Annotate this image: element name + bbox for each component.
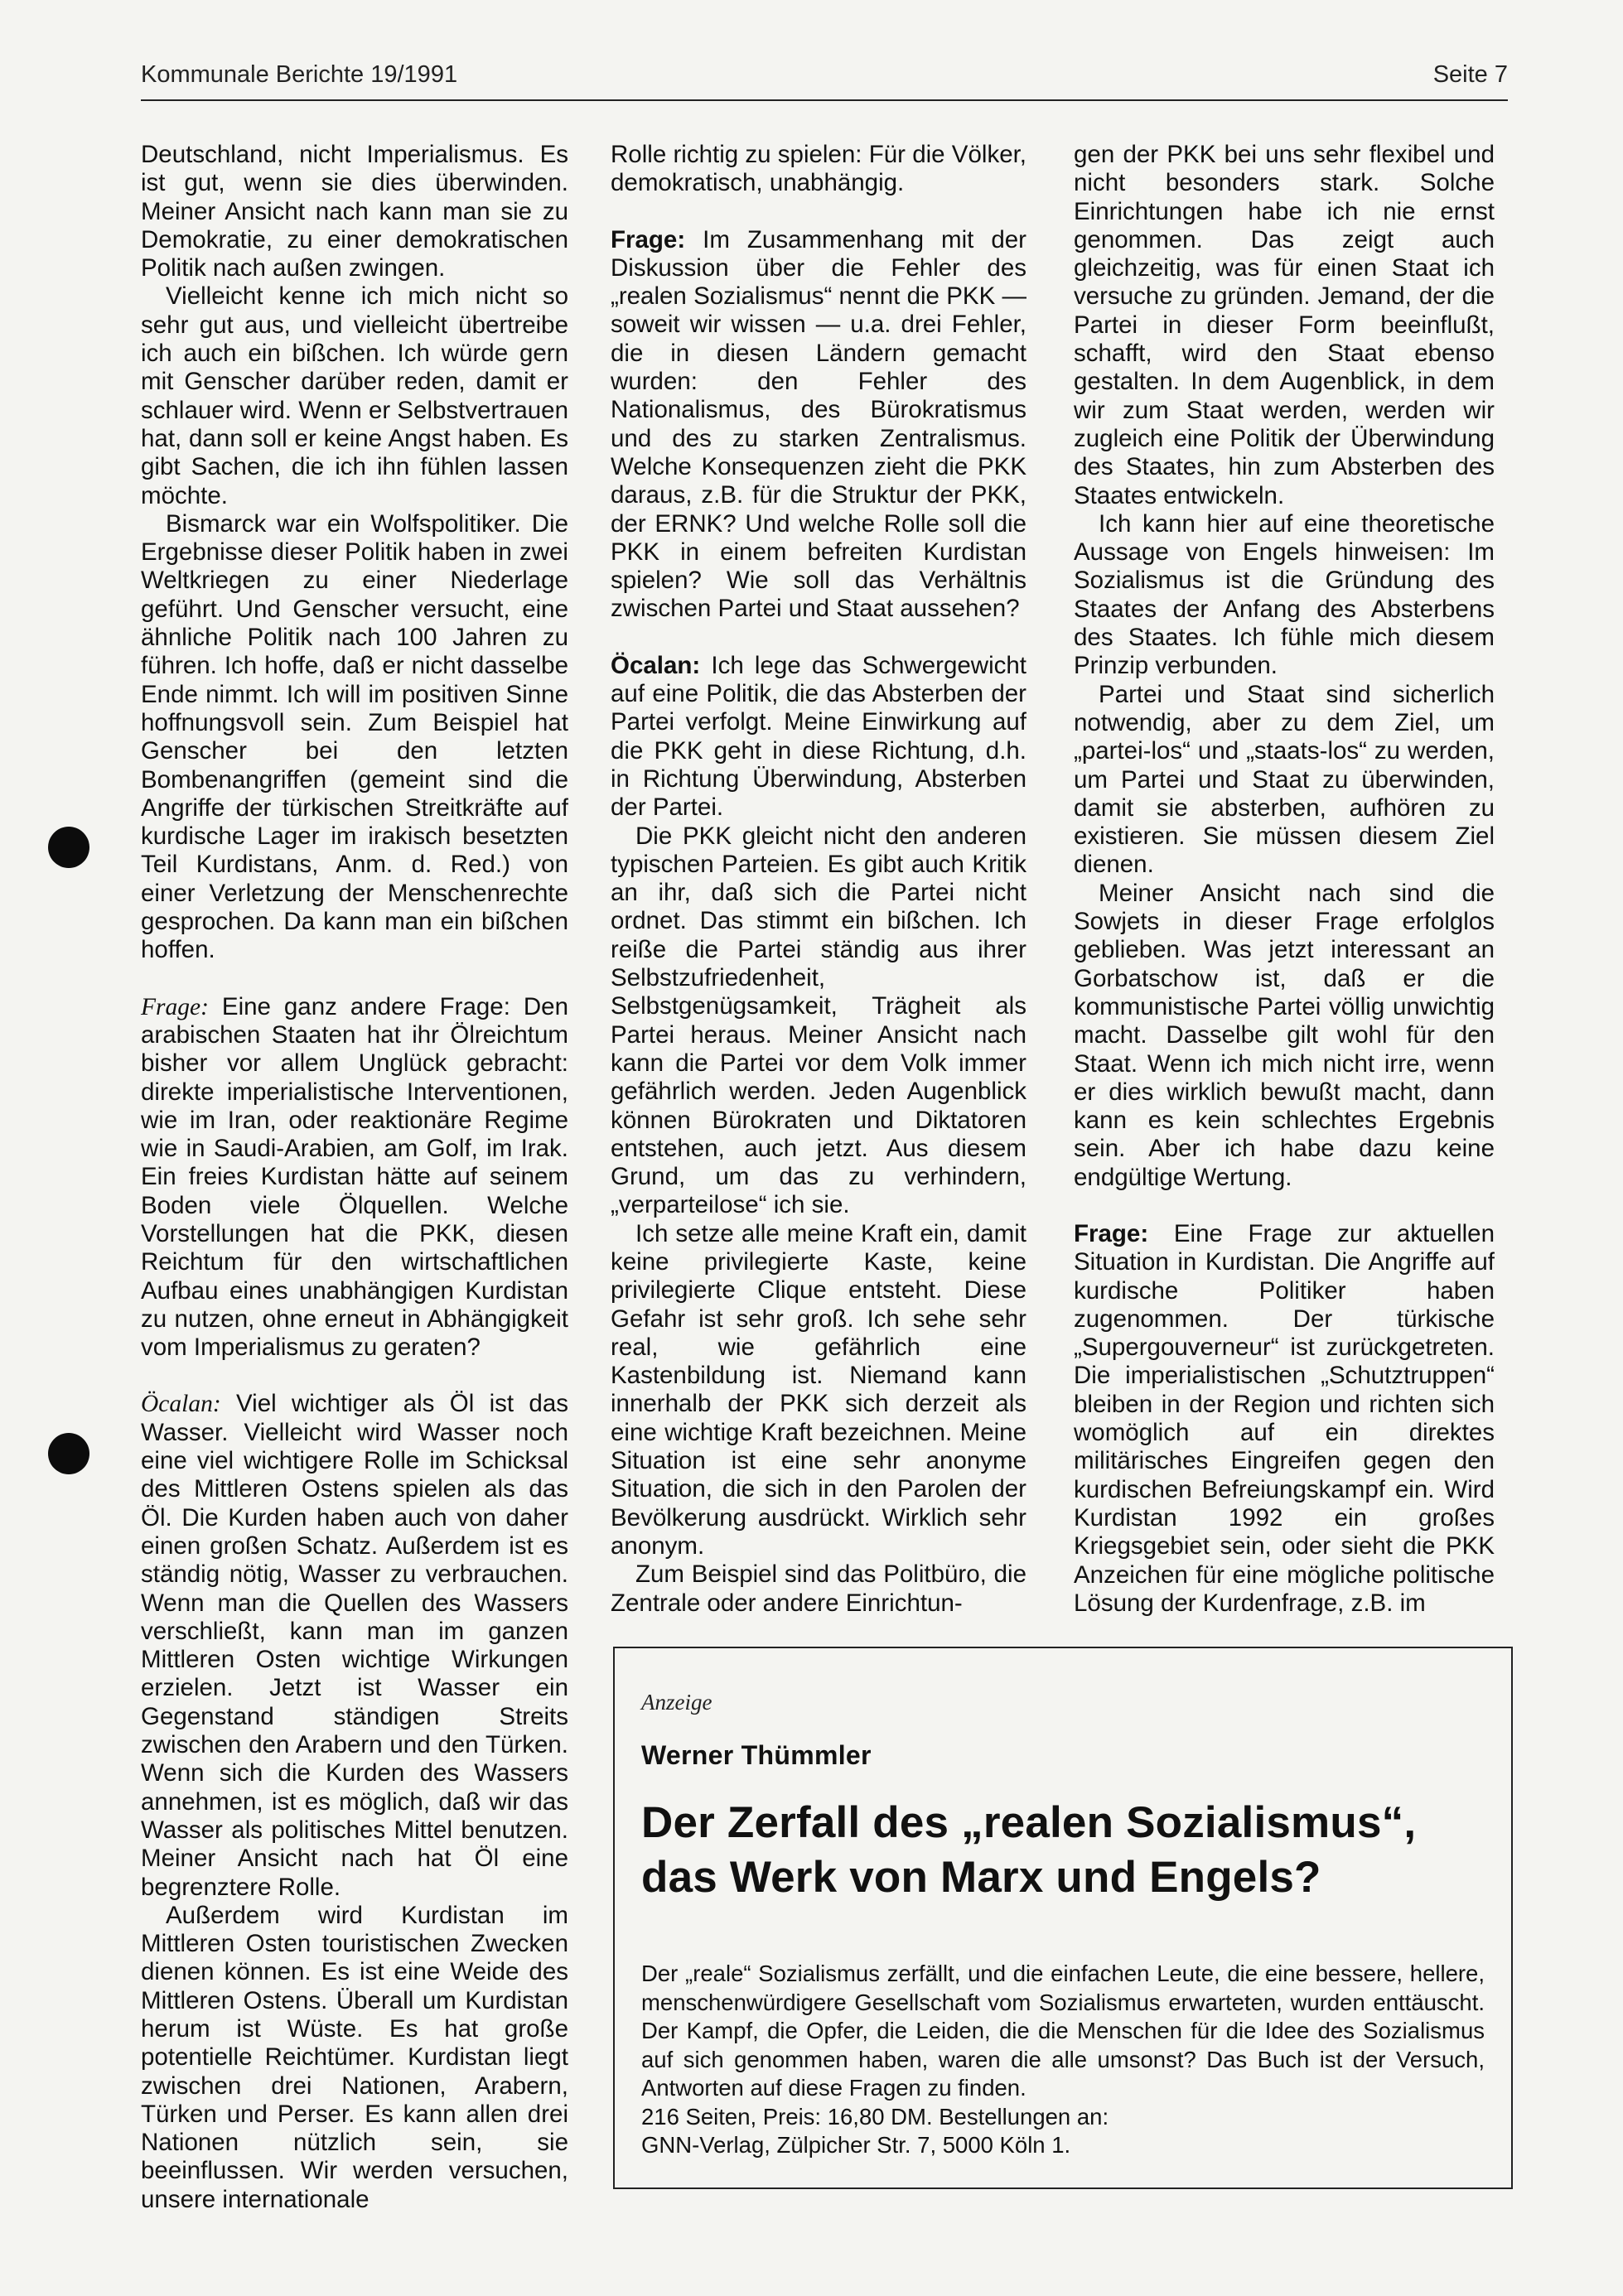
column-3 [1074, 141, 1495, 1618]
paragraph-text: Ich lege das Schwergewicht auf eine Politik, die das Absterben der Partei verfolgt. Meine Einwirkung auf die PKK geht in diese Richtung, d.h. in Richtung Überwindung, Absterben der Partei. [611, 651, 1026, 822]
article-paragraph: Deutschland, nicht Imperialismus. Es ist gut, wenn sie dies überwinden. Meiner Ansicht nach kann man sie zu Demokratie, zu einer demokratischen Politik nach außen zwingen. [141, 141, 568, 282]
ad-body [641, 1960, 1485, 2160]
paragraph-text: Eine Frage zur aktuellen Situation in Kurdistan. Die Angriffe auf kurdische Politiker haben zugenommen. Der türkische „Supergouverneur“ ist zurückgetreten. Die imperialistischen „Schutztruppen“ bleiben in der Region und richten sich womöglich auf ein direktes militärisches Eingreifen gegen den kurdischen Befreiungskampf ein. Wird Kurdistan 1992 ein großes Kriegsgebiet sein, oder sieht die PKK Anzeichen für eine mögliche politische Lösung der Kurdenfrage, z.B. im [1074, 1219, 1495, 1617]
column-1 [141, 141, 568, 2214]
article-paragraph: gen der PKK bei uns sehr flexibel und nicht besonders stark. Solche Einrichtungen habe ich nie ernst genommen. Das zeigt auch gleichzeitig, was für einen Staat ich versuche zu gründen. Jemand, der die Partei in dieser Form beeinflußt, schafft, wird den Staat ebenso gestalten. In dem Augenblick, in dem wir zum Staat werden, werden wir zugleich eine Politik der Überwindung des Staates, hin zum Absterben des Staates entwickeln. [1074, 141, 1495, 509]
ad-author: Werner Thümmler [641, 1740, 872, 1770]
ad-title-line-2: das Werk von Marx und Engels? [641, 1853, 1321, 1902]
article-paragraph: Partei und Staat sind sicherlich notwendig, aber zu dem Ziel, um „partei-los“ und „staats-los“ zu werden, um Partei und Staat zu überwinden, damit sie absterben, aufhören zu existieren. Sie müssen diesem Ziel dienen. [1074, 680, 1495, 879]
publication-title: Kommunale Berichte 19/1991 [141, 61, 458, 88]
punch-hole-top [48, 827, 89, 868]
article-paragraph: Meiner Ansicht nach sind die Sowjets in dieser Frage erfolglos geblieben. Was jetzt interessant an Gorbatschow ist, daß er die kommunistische Partei völlig unwichtig macht. Dasselbe gilt wohl für den Staat. Wenn ich mich nicht irre, wenn er dies wirklich bewußt macht, dann kann es kein schlechtes Ergebnis sein. Aber ich habe dazu keine endgültige Wertung. [1074, 879, 1495, 1191]
article-paragraph: Bismarck war ein Wolfspolitiker. Die Ergebnisse dieser Politik haben in zwei Weltkriegen zu einer Niederlage geführt. Und Genscher versucht, eine ähnliche Politik nach 100 Jahren zu führen. Ich hoffe, daß er nicht dasselbe Ende nimmt. Ich will im positiven Sinne hoffnungsvoll sein. Zum Beispiel hat Genscher bei den letzten Bombenangriffen (gemeint sind die Angriffe der türkischen Streitkräfte auf kurdische Lager im irakisch besetzten Teil Kurdistans, Anm. d. Red.) von einer Verletzung der Menschenrechte gesprochen. Da kann man ein bißchen hoffen. [141, 509, 568, 964]
page-number: Seite 7 [1432, 61, 1508, 88]
ad-label: Anzeige [641, 1690, 712, 1715]
article-paragraph: Zum Beispiel sind das Politbüro, die Zentrale oder andere Einrichtun- [611, 1560, 1026, 1617]
paragraph-text: Im Zusammenhang mit der Diskussion über die Fehler des „realen Sozialismus“ nennt die PKK — soweit wir wissen — u.a. drei Fehler, die in diesen Ländern gemacht wurden: den Fehler des Nationalismus, des Bürokratismus und des zu starken Zentralismus. Welche Konsequenzen zieht die PKK daraus, z.B. für die Struktur der PKK, der ERNK? Und welche Rolle soll die PKK in einem befreiten Kurdistan spielen? Wie soll das Verhältnis zwischen Partei und Staat aussehen? [611, 225, 1026, 623]
punch-hole-bottom [48, 1433, 89, 1474]
speaker-label: Öcalan: [611, 651, 701, 679]
article-paragraph: Die PKK gleicht nicht den anderen typischen Parteien. Es gibt auch Kritik an ihr, daß sich die Partei nicht ordnet. Das stimmt ein bißchen. Ich reiße die Partei ständig aus ihrer Selbstzufriedenheit, Selbstgenügsamkeit, Trägheit als Partei heraus. Meiner Ansicht nach kann die Partei vor dem Volk immer gefährlich werden. Jeden Augenblick können Bürokraten und Diktatoren entstehen, auch jetzt. Aus diesem Grund, um das zu verhindern, „verparteilose“ ich sie. [611, 822, 1026, 1219]
article-paragraph: Ich kann hier auf eine theoretische Aussage von Engels hinweisen: Im Sozialismus ist die Gründung des Staates der Anfang des Absterbens des Staates. Ich fühle mich diesem Prinzip verbunden. [1074, 509, 1495, 680]
page-header [141, 61, 1508, 89]
article-paragraph [1074, 1220, 1495, 1618]
column-2 [611, 141, 1026, 1618]
article-paragraph: Ich setze alle meine Kraft ein, damit keine privilegierte Kaste, keine privilegierte Clique entsteht. Diese Gefahr ist sehr groß. Ich sehe sehr real, wie gefährlich eine Kastenbildung ist. Niemand kann innerhalb der PKK sich derzeit als eine wichtige Kraft bezeichnen. Meine Situation ist eine sehr anonyme Situation, die sich in den Parolen der Bevölkerung ausdrückt. Wirklich sehr anonym. [611, 1219, 1026, 1560]
speaker-label: Öcalan: [141, 1391, 221, 1418]
article-paragraph [611, 226, 1026, 624]
paragraph-text: Viel wichtiger als Öl ist das Wasser. Vielleicht wird Wasser noch eine viel wichtigere Rolle im Schicksal des Mittleren Ostens spielen als das Öl. Die Kurden haben auch von daher einen großen Schatz. Außerdem ist es ständig nötig, Wasser zu verbrauchen. Wenn man die Quellen des Wassers verschließt, kann man im ganzen Mittleren Osten wichtige Wirkungen erzielen. Jetzt ist Wasser ein Gegenstand ständigen Streits zwischen den Arabern und den Türken. Wenn sich die Kurden des Wassers annehmen, ist es möglich, daß wir das Wasser als politisches Mittel benutzen. Meiner Ansicht nach hat Öl eine begrenztere Rolle. [141, 1390, 568, 1901]
header-rule [141, 99, 1508, 101]
advertisement-box [613, 1647, 1513, 2189]
paragraph-text: Eine ganz andere Frage: Den arabischen Staaten hat ihr Ölreichtum bisher vor allem Unglück gebracht: direkte imperialistische Interventionen, wie im Iran, oder reaktionäre Regime wie in Saudi-Arabien, am Golf, im Irak. Ein freies Kurdistan hätte auf seinem Boden viele Ölquellen. Welche Vorstellungen hat die PKK, diesen Reichtum für den wirtschaftlichen Aufbau eines unabhängigen Kurdistan zu nutzen, ohne erneut in Abhängigkeit vom Imperialismus zu geraten? [141, 992, 568, 1362]
article-paragraph [141, 1390, 568, 1901]
ad-details: 216 Seiten, Preis: 16,80 DM. Bestellungen an: [641, 2103, 1109, 2130]
speaker-label: Frage: [611, 225, 686, 253]
speaker-label: Frage: [141, 993, 209, 1020]
ad-title-line-1: Der Zerfall des „realen Sozialismus“, [641, 1798, 1417, 1847]
ad-description: Der „reale“ Sozialismus zerfällt, und die einfachen Leute, die eine bessere, hellere, menschenwürdigere Gesellschaft vom Sozialismus erwarteten, wurden enttäuscht. Der Kampf, die Opfer, die Leiden, die die Menschen für die Idee des Sozialismus auf sich genommen haben, waren die alle umsonst? Das Buch ist der Versuch, Antworten auf diese Fragen zu finden. [641, 1961, 1485, 2101]
article-paragraph [611, 652, 1026, 822]
article-paragraph [141, 993, 568, 1363]
ad-title [641, 1796, 1485, 1905]
article-paragraph: Vielleicht kenne ich mich nicht so sehr gut aus, und vielleicht übertreibe ich auch ein bißchen. Ich würde gern mit Genscher darüber reden, damit er schlauer wird. Wenn er Selbstvertrauen hat, dann soll er keine Angst haben. Es gibt Sachen, die ich ihn fühlen lassen möchte. [141, 282, 568, 509]
article-paragraph: Rolle richtig zu spielen: Für die Völker, demokratisch, unabhängig. [611, 141, 1026, 197]
article-paragraph: Außerdem wird Kurdistan im Mittleren Osten touristischen Zwecken dienen können. Es ist eine Weide des Mittleren Ostens. Überall um Kurdistan herum ist Wüste. Es hat große potentielle Reichtümer. Kurdistan liegt zwischen drei Nationen, Arabern, Türken und Perser. Es kann allen drei Nationen nützlich sein, sie beeinflussen. Wir werden versuchen, unsere internationale [141, 1901, 568, 2213]
ad-publisher: GNN-Verlag, Zülpicher Str. 7, 5000 Köln 1. [641, 2132, 1071, 2158]
speaker-label: Frage: [1074, 1219, 1149, 1247]
